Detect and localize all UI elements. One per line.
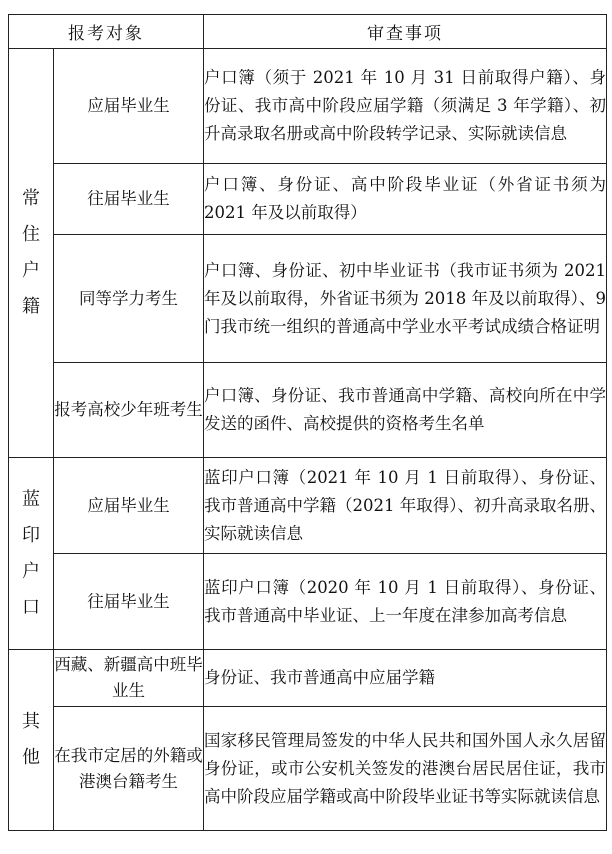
category-char: 他	[22, 747, 40, 768]
header-items: 审查事项	[204, 15, 607, 49]
applicant-type: 报考高校少年班考生	[54, 363, 204, 458]
review-items: 蓝印户口簿（2021 年 10 月 1 日前取得）、身份证、我市普通高中学籍（2021 年取得）、初升高录取名册、实际就读信息	[204, 458, 607, 554]
applicant-type: 同等学力考生	[54, 235, 204, 363]
applicant-type: 在我市定居的外籍或港澳台籍考生	[54, 707, 204, 831]
applicant-type: 往届毕业生	[54, 164, 204, 235]
review-items: 户口簿、身份证、初中毕业证书（我市证书须为 2021 年及以前取得，外省证书须为 2018 年及以前取得）、9 门我市统一组织的普通高中学业水平考试成绩合格证明	[204, 235, 607, 363]
table-row	[9, 650, 607, 707]
table-row	[9, 707, 607, 831]
table-row	[9, 164, 607, 235]
review-items: 户口簿、身份证、我市普通高中学籍、高校向所在中学发送的函件、高校提供的资格考生名单	[204, 363, 607, 458]
table-row	[9, 235, 607, 363]
category-cell-other	[9, 650, 54, 831]
review-items: 户口簿（须于 2021 年 10 月 31 日前取得户籍）、身份证、我市高中阶段应届学籍（须满足 3 年学籍）、初升高录取名册或高中阶段转学记录、实际就读信息	[204, 49, 607, 164]
category-char: 印	[22, 524, 40, 546]
review-items: 国家移民管理局签发的中华人民共和国外国人永久居留身份证，或市公安机关签发的港澳台居民居住证，我市高中阶段应届学籍或高中阶段毕业证书等实际就读信息	[204, 707, 607, 831]
category-char: 籍	[22, 296, 40, 317]
applicant-type: 应届毕业生	[54, 49, 204, 164]
review-items: 户口簿、身份证、高中阶段毕业证（外省证书须为 2021 年及以前取得）	[204, 164, 607, 235]
exam-eligibility-table	[8, 14, 607, 831]
category-char: 住	[22, 224, 40, 245]
category-char: 蓝	[22, 488, 40, 510]
applicant-type: 往届毕业生	[54, 554, 204, 650]
category-char: 口	[22, 596, 40, 618]
applicant-type: 应届毕业生	[54, 458, 204, 554]
category-char: 其	[22, 711, 40, 732]
header-target: 报考对象	[9, 15, 204, 49]
category-cell-permanent-residence	[9, 49, 54, 458]
category-char: 户	[22, 260, 40, 281]
table-row	[9, 458, 607, 554]
header-row	[9, 15, 607, 49]
table-row	[9, 554, 607, 650]
review-items: 身份证、我市普通高中应届学籍	[204, 650, 607, 707]
applicant-type: 西藏、新疆高中班毕业生	[54, 650, 204, 707]
category-cell-blue-seal-hukou	[9, 458, 54, 650]
table-row	[9, 49, 607, 164]
category-char: 常	[22, 188, 40, 209]
category-char: 户	[22, 560, 40, 582]
review-items: 蓝印户口簿（2020 年 10 月 1 日前取得）、身份证、我市普通高中毕业证、上一年度在津参加高考信息	[204, 554, 607, 650]
table-row	[9, 363, 607, 458]
